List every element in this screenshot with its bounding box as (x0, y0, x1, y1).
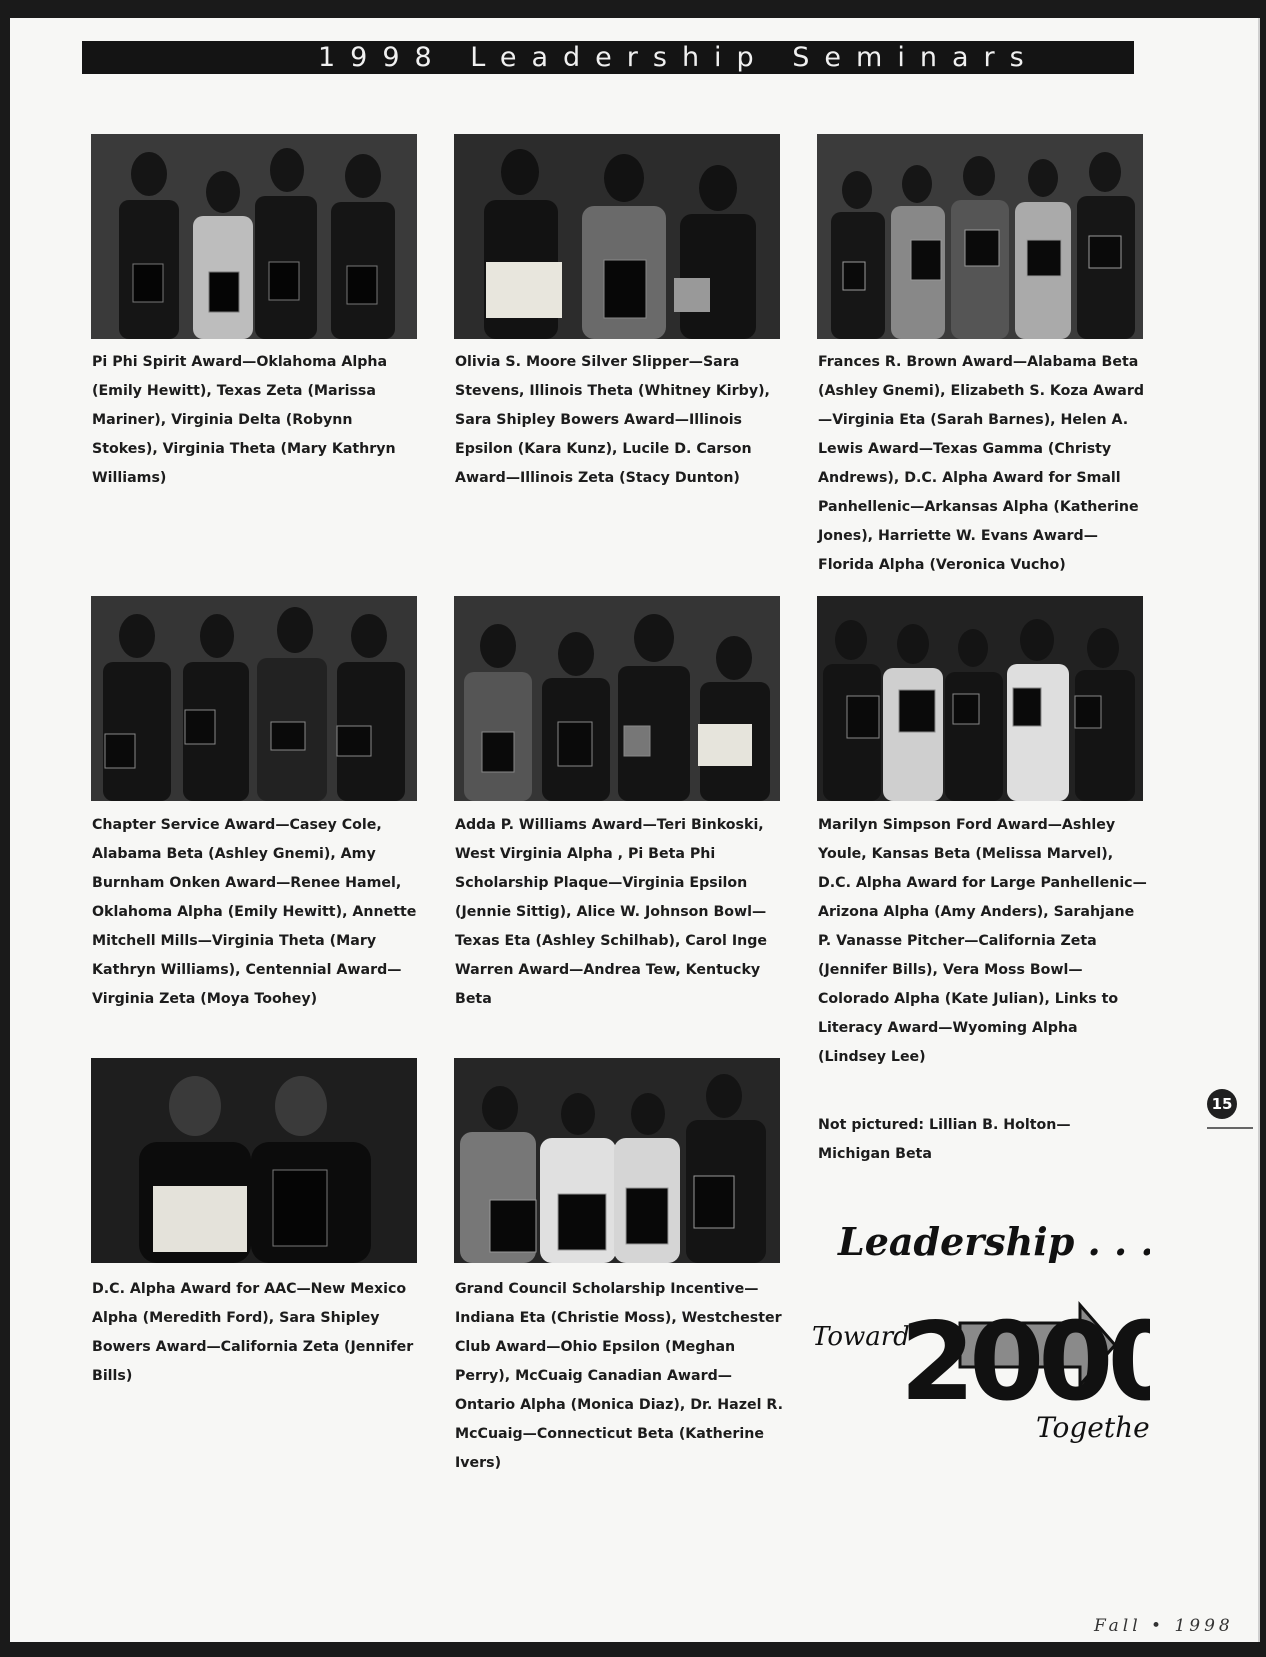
section-banner: 1998 Leadership Seminars (82, 41, 1134, 74)
caption-3: Frances R. Brown Award—Alabama Beta (Ashley Gnemi), Elizabeth S. Koza Award—Virginia Eta (Sarah Barnes), Helen A. Lewis Award—Texas Gamma (Christy Andrews), D.C. Alpha Award for Small Panhellenic—Arkansas Alpha (Katherine Jones), Harriette W. Evans Award—Florida Alpha (Veronica Vucho) (818, 354, 1144, 573)
caption-7: D.C. Alpha Award for AAC—New Mexico Alpha (Meredith Ford), Sara Shipley Bowers Award—California Zeta (Jennifer Bills) (92, 1281, 414, 1384)
not-pictured-note: Not pictured: Lillian B. Holton—Michigan Beta (818, 1117, 1071, 1162)
award-photo-4 (91, 596, 417, 801)
caption-4: Chapter Service Award—Casey Cole, Alabama Beta (Ashley Gnemi), Amy Burnham Onken Award—Renee Hamel, Oklahoma Alpha (Emily Hewitt), Annette Mitchell Mills—Virginia Theta (Mary Kathryn Williams), Centennial Award—Virginia Zeta (Moya Toohey) (92, 817, 417, 1007)
logo-graphic (810, 1205, 1150, 1445)
award-photo-3 (817, 134, 1143, 339)
page-number-rule (1207, 1127, 1253, 1129)
award-photo-2 (454, 134, 780, 339)
award-photo-6 (817, 596, 1143, 801)
award-photo-5 (454, 596, 780, 801)
caption-8: Grand Council Scholarship Incentive—Indiana Eta (Christie Moss), Westchester Club Award—Ohio Epsilon (Meghan Perry), McCuaig Canadian Award—Ontario Alpha (Monica Diaz), Dr. Hazel R. McCuaig—Connecticut Beta (Katherine Ivers) (455, 1281, 783, 1471)
award-photo-8 (454, 1058, 780, 1263)
award-photo-1 (91, 134, 417, 339)
logo-leadership-text: Leadership . . . (838, 1219, 1150, 1264)
caption-5: Adda P. Williams Award—Teri Binkoski, West Virginia Alpha , Pi Beta Phi Scholarship Plaque—Virginia Epsilon (Jennie Sittig), Alice W. Johnson Bowl—Texas Eta (Ashley Schilhab), Carol Inge Warren Award—Andrea Tew, Kentucky Beta (455, 817, 767, 1007)
issue-footer: Fall • 1998 (1094, 1616, 1234, 1636)
logo-together-text: Togethe (1036, 1411, 1150, 1444)
caption-6: Marilyn Simpson Ford Award—Ashley Youle, Kansas Beta (Melissa Marvel), D.C. Alpha Award for Large Panhellenic—Arizona Alpha (Amy Anders), Sarahjane P. Vanasse Pitcher—California Zeta (Jennifer Bills), Vera Moss Bowl—Colorado Alpha (Kate Julian), Links to Literacy Award—Wyoming Alpha (Lindsey Lee) (818, 817, 1147, 1065)
logo-year-text: 2000 (900, 1300, 1150, 1425)
award-photo-7 (91, 1058, 417, 1263)
page-number: 15 (1207, 1089, 1237, 1119)
caption-1: Pi Phi Spirit Award—Oklahoma Alpha (Emily Hewitt), Texas Zeta (Marissa Mariner), Virginia Delta (Robynn Stokes), Virginia Theta (Mary Kathryn Williams) (92, 354, 396, 486)
caption-2: Olivia S. Moore Silver Slipper—Sara Stevens, Illinois Theta (Whitney Kirby), Sara Shipley Bowers Award—Illinois Epsilon (Kara Kunz), Lucile D. Carson Award—Illinois Zeta (Stacy Dunton) (455, 354, 770, 486)
leadership-toward-2000-logo (810, 1205, 1150, 1445)
logo-toward-text: Toward (812, 1322, 910, 1352)
